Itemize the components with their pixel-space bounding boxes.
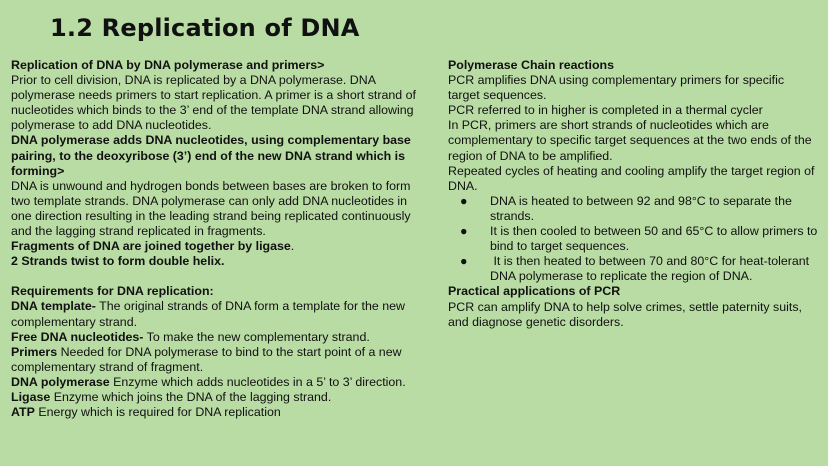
requirement-item: DNA polymerase Enzyme which adds nucleotides in a 5’ to 3’ direction. xyxy=(11,374,406,389)
paragraph-primers: Prior to cell division, DNA is replicated by a DNA polymerase. DNA polymerase needs primers to start replication. A primer is a short strand of nucleotides which binds to the 3’ end of the template DNA strand allowing polymerase to add DNA nucleotides. xyxy=(11,73,416,133)
bullet-icon: ● xyxy=(460,254,468,269)
page-title: 1.2 Replication of DNA xyxy=(50,14,360,42)
pcr-steps-list xyxy=(448,194,818,285)
double-helix-statement: 2 Strands twist to form double helix. xyxy=(11,254,225,269)
bullet-icon: ● xyxy=(460,224,468,239)
pcr-paragraph: PCR amplifies DNA using complementary primers for specific target sequences. xyxy=(448,73,785,103)
list-item: ● It is then heated to between 70 and 80°C for heat-tolerant DNA polymerase to replicate the region of DNA. xyxy=(460,254,813,284)
pcr-heading: Polymerase Chain reactions xyxy=(448,58,614,72)
right-column xyxy=(448,58,818,330)
paragraph-unwinding: DNA is unwound and hydrogen bonds between bases are broken to form two template strands. DNA polymerase can only add DNA nucleotides in one direction resulting in the leading strand being replicated continuously and the lagging strand replicated in fragments. xyxy=(11,178,411,239)
requirement-item: Free DNA nucleotides- To make the new complementary strand. xyxy=(11,329,370,344)
pcr-paragraph: Repeated cycles of heating and cooling amplify the target region of DNA. xyxy=(448,163,815,193)
pcr-paragraph: In PCR, primers are short strands of nucleotides which are complementary to specific target sequences at the two ends of the region of DNA to be amplified. xyxy=(448,118,812,163)
list-item: ● DNA is heated to between 92 and 98°C to separate the strands. xyxy=(460,193,792,223)
requirement-item: DNA template- The original strands of DNA form a template for the new complementary strand. xyxy=(11,299,405,329)
requirements-heading: Requirements for DNA replication: xyxy=(11,284,214,299)
requirement-item: ATP Energy which is required for DNA replication xyxy=(11,405,281,420)
list-item: ● It is then cooled to between 50 and 65°C to allow primers to bind to target sequences. xyxy=(460,224,818,254)
section-heading-replication: Replication of DNA by DNA polymerase and primers> xyxy=(11,58,325,72)
ligase-statement: Fragments of DNA are joined together by ligase. xyxy=(11,239,295,254)
bullet-icon: ● xyxy=(460,193,468,208)
left-column xyxy=(11,58,431,420)
pcr-paragraph: PCR referred to in higher is completed in a thermal cycler xyxy=(448,103,763,118)
spacer xyxy=(11,269,431,284)
applications-heading: Practical applications of PCR xyxy=(448,284,621,299)
requirement-item: Ligase Enzyme which joins the DNA of the lagging strand. xyxy=(11,389,332,404)
applications-paragraph: PCR can amplify DNA to help solve crimes, settle paternity suits, and diagnose genetic disorders. xyxy=(448,299,802,329)
requirement-item: Primers Needed for DNA polymerase to bind to the start point of a new complementary strand of fragment. xyxy=(11,344,402,374)
section-heading-polymerase: DNA polymerase adds DNA nucleotides, using complementary base pairing, to the deoxyribose (3’) end of the new DNA strand which is forming> xyxy=(11,133,411,178)
